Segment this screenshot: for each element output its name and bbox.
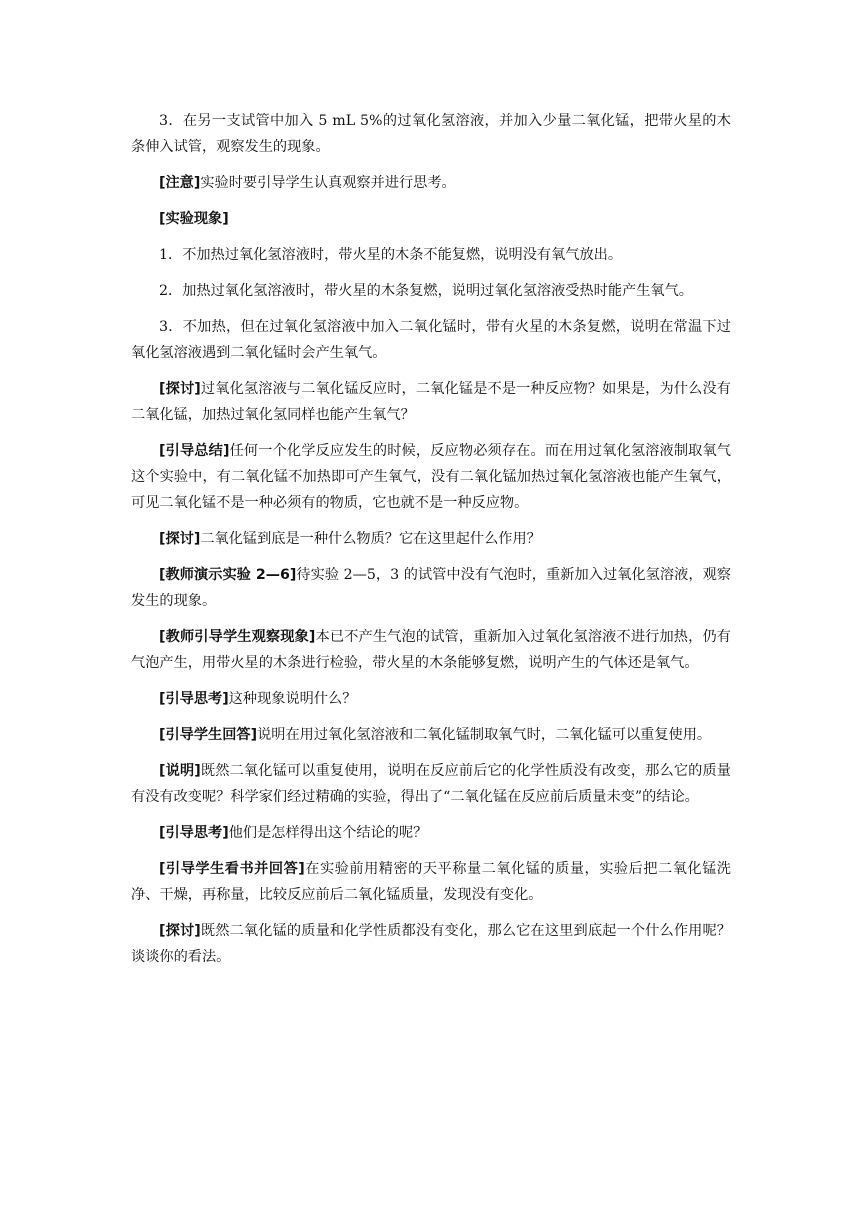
paragraph-12 (131, 686, 731, 712)
paragraph-label: [探讨] (159, 531, 201, 547)
paragraph-3 (131, 206, 731, 232)
paragraph-7 (131, 376, 731, 428)
paragraph-label: [引导思考] (159, 825, 229, 841)
paragraph-text: 二氧化锰到底是一种什么物质？它在这里起什么作用？ (200, 531, 541, 547)
paragraph-text: 1．不加热过氧化氢溶液时，带火星的木条不能复燃，说明没有氧气放出。 (159, 247, 623, 263)
paragraph-text: 3．不加热，但在过氧化氢溶液中加入二氧化锰时，带有火星的木条复燃，说明在常温下过氧化氢溶液遇到二氧化锰时会产生氧气。 (131, 319, 731, 361)
paragraph-label: [探讨] (159, 923, 201, 939)
paragraph-6 (131, 314, 731, 366)
paragraph-label: [探讨] (159, 381, 201, 397)
paragraph-15 (131, 820, 731, 846)
paragraph-9 (131, 526, 731, 552)
paragraph-text: 他们是怎样得出这个结论的呢？ (228, 825, 428, 841)
paragraph-text: 既然二氧化锰的质量和化学性质都没有变化，那么它在这里到底起一个什么作用呢？谈谈你的看法。 (131, 923, 731, 965)
paragraph-2 (131, 170, 731, 196)
document-body (131, 108, 731, 970)
paragraph-11 (131, 624, 731, 676)
paragraph-1 (131, 108, 731, 160)
paragraph-text: 任何一个化学反应发生的时候，反应物必须存在。而在用过氧化氢溶液制取氧气这个实验中，有二氧化锰不加热即可产生氧气，没有二氧化锰加热过氧化氢溶液也能产生氧气，可见二氧化锰不是一种必须有的物质，它也就不是一种反应物。 (131, 443, 731, 511)
paragraph-13 (131, 722, 731, 748)
paragraph-label: [教师引导学生观察现象] (159, 629, 316, 645)
paragraph-label: [注意] (159, 175, 201, 191)
paragraph-label: [引导学生回答] (159, 727, 258, 743)
paragraph-label: [引导思考] (159, 691, 229, 707)
paragraph-text: 实验时要引导学生认真观察并进行思考。 (200, 175, 456, 191)
paragraph-text: 既然二氧化锰可以重复使用，说明在反应前后它的化学性质没有改变，那么它的质量有没有改变呢？科学家们经过精确的实验，得出了“二氧化锰在反应前后质量未变”的结论。 (131, 763, 731, 805)
paragraph-text: 2．加热过氧化氢溶液时，带火星的木条复燃，说明过氧化氢溶液受热时能产生氧气。 (159, 283, 693, 299)
paragraph-text: 待实验 2—5，3 的试管中没有气泡时，重新加入过氧化氢溶液，观察发生的现象。 (131, 567, 731, 609)
paragraph-text: 这种现象说明什么？ (228, 691, 357, 707)
paragraph-text: 本已不产生气泡的试管，重新加入过氧化氢溶液不进行加热，仍有气泡产生，用带火星的木条进行检验，带火星的木条能够复燃，说明产生的气体还是氧气。 (131, 629, 731, 671)
paragraph-label: [说明] (159, 763, 201, 779)
paragraph-text: 说明在用过氧化氢溶液和二氧化锰制取氧气时，二氧化锰可以重复使用。 (257, 727, 712, 743)
paragraph-label: [实验现象] (159, 211, 229, 227)
paragraph-label: [教师演示实验 2—6] (159, 567, 297, 583)
paragraph-16 (131, 856, 731, 908)
paragraph-text: 过氧化氢溶液与二氧化锰反应时，二氧化锰是不是一种反应物？如果是，为什么没有二氧化锰，加热过氧化氢同样也能产生氧气？ (131, 381, 731, 423)
paragraph-label: [引导学生看书并回答] (159, 861, 305, 877)
paragraph-label: [引导总结] (159, 443, 230, 459)
paragraph-text: 在实验前用精密的天平称量二氧化锰的质量，实验后把二氧化锰洗净、干燥，再称量，比较反应前后二氧化锰质量，发现没有变化。 (131, 861, 731, 903)
paragraph-text: 3．在另一支试管中加入 5 mL 5%的过氧化氢溶液，并加入少量二氧化锰，把带火星的木条伸入试管，观察发生的现象。 (131, 113, 731, 155)
paragraph-17 (131, 918, 731, 970)
paragraph-8 (131, 438, 731, 516)
paragraph-14 (131, 758, 731, 810)
paragraph-10 (131, 562, 731, 614)
paragraph-4 (131, 242, 731, 268)
paragraph-5 (131, 278, 731, 304)
